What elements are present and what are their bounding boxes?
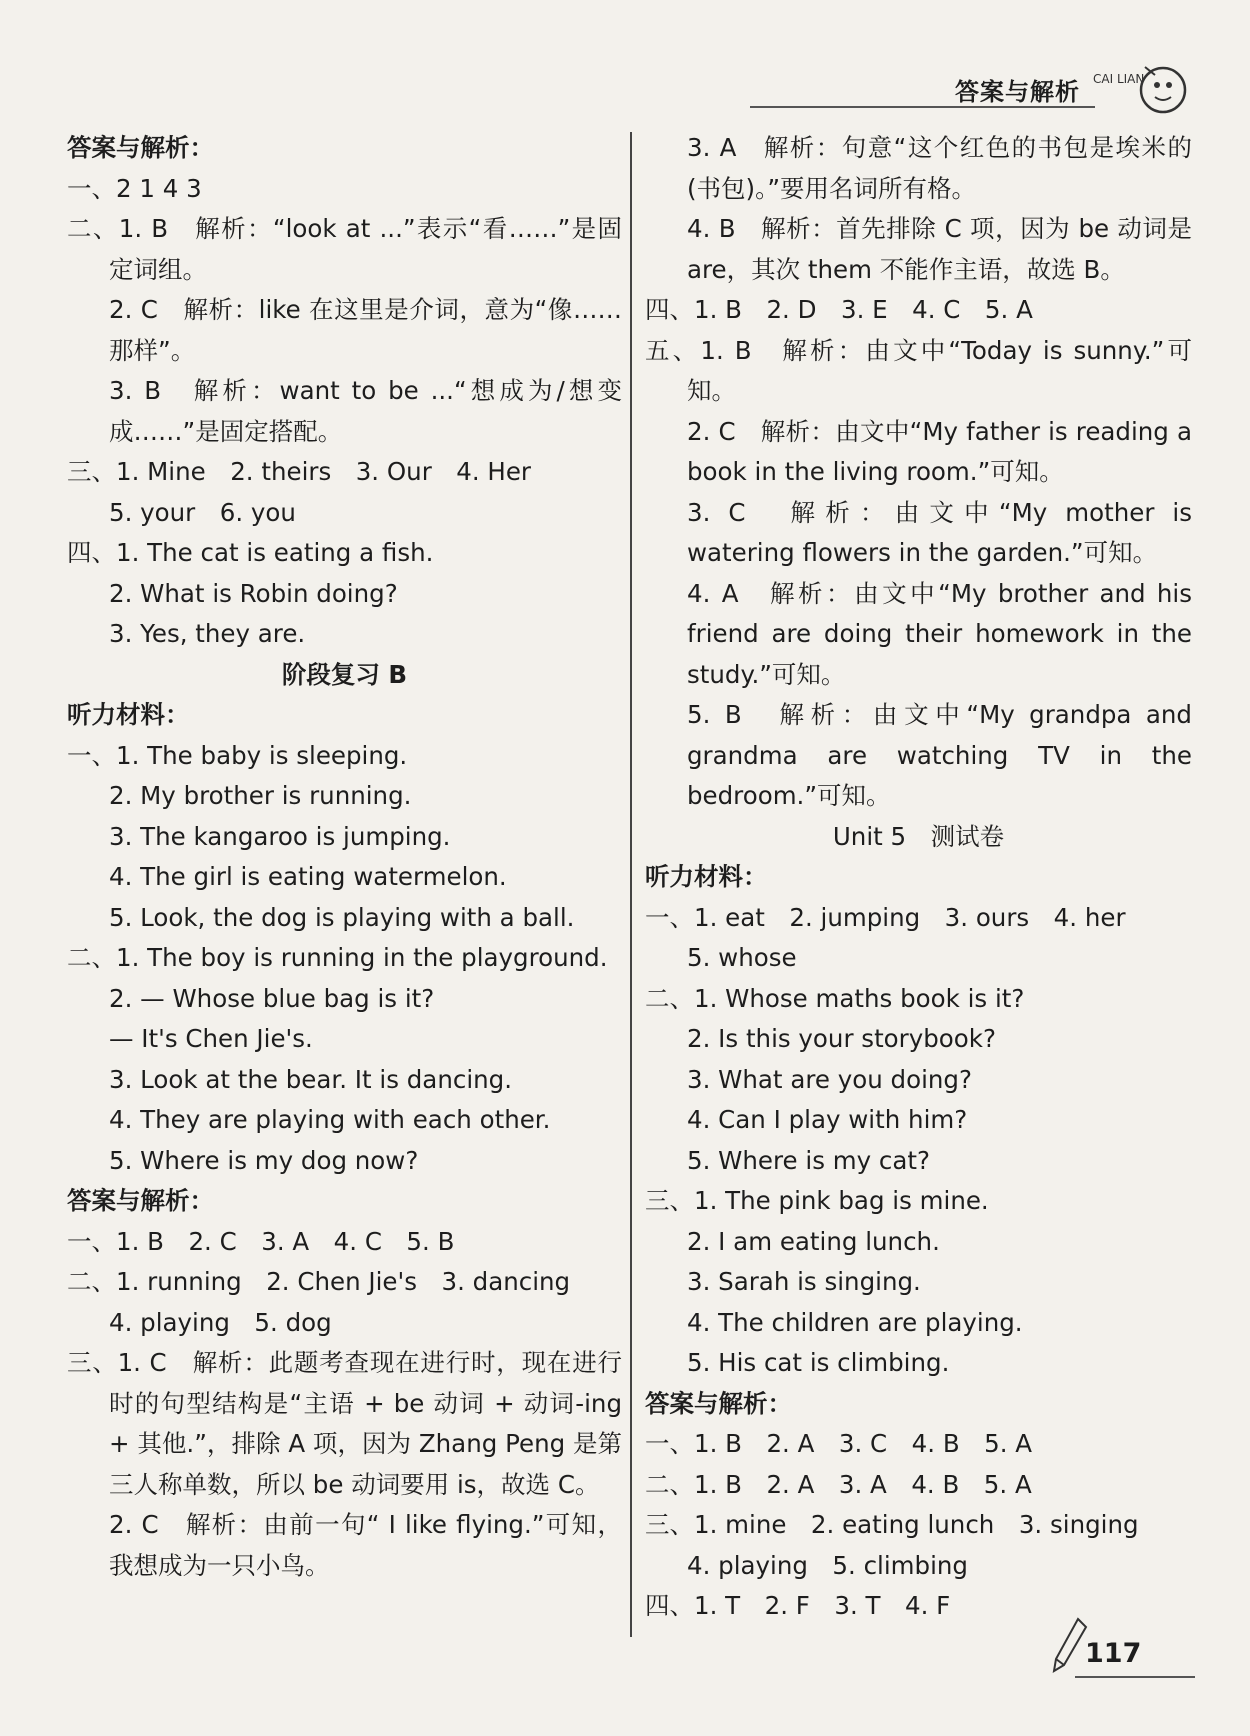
text-line: 三、1. C 解析：此题考查现在进行时，现在进行时的句型结构是“主语 + be 动词 + 动词-ing + 其他.”，排除 A 项，因为 Zhang Peng 是第三人称单数，所以 be 动词要用 is，故选 C。 bbox=[67, 1348, 622, 1499]
text-line: 二、1. The boy is running in the playground. bbox=[67, 943, 608, 972]
text-line: 4. The children are playing. bbox=[687, 1307, 1023, 1337]
text-line: 2. My brother is running. bbox=[109, 781, 412, 810]
text-line: 3. Look at the bear. It is dancing. bbox=[109, 1064, 512, 1094]
text-line: 二、1. B 2. A 3. A 4. B 5. A bbox=[645, 1469, 1032, 1499]
text-line: 二、1. running 2. Chen Jie's 3. dancing bbox=[67, 1267, 571, 1296]
cailian-logo-icon bbox=[1085, 55, 1195, 125]
text-line: 2. Is this your storybook? bbox=[687, 1024, 996, 1053]
text-line: 听力材料： bbox=[645, 862, 768, 891]
text-line: 4. playing 5. dog bbox=[109, 1307, 332, 1337]
text-line: 一、1. B 2. A 3. C 4. B 5. A bbox=[645, 1429, 1033, 1458]
text-line: 3. What are you doing? bbox=[687, 1064, 972, 1094]
text-line: 3. A 解析：句意“这个红色的书包是埃米的(书包)。”要用名词所有格。 bbox=[687, 133, 1192, 203]
text-line: 5. whose bbox=[687, 943, 797, 972]
text-line: 四、1. The cat is eating a fish. bbox=[67, 538, 434, 567]
text-line: 三、1. Mine 2. theirs 3. Our 4. Her bbox=[67, 457, 532, 486]
text-line: 三、1. mine 2. eating lunch 3. singing bbox=[645, 1510, 1139, 1539]
text-line: 5. your 6. you bbox=[109, 497, 296, 527]
text-line: 二、1. Whose maths book is it? bbox=[645, 983, 1025, 1013]
page-header-title: 答案与解析 bbox=[955, 78, 1080, 106]
text-line: 一、1. The baby is sleeping. bbox=[67, 740, 408, 770]
text-line: 5. Where is my dog now? bbox=[109, 1145, 419, 1175]
text-line: 5. His cat is climbing. bbox=[687, 1348, 950, 1377]
text-line: 四、1. B 2. D 3. E 4. C 5. A bbox=[645, 295, 1033, 324]
text-line: 2. — Whose blue bag is it? bbox=[109, 983, 435, 1013]
text-line: 2. I am eating lunch. bbox=[687, 1226, 940, 1256]
text-line: 5. B 解析：由文中“My grandpa and grandma are watching TV in the bedroom.”可知。 bbox=[687, 700, 1192, 810]
right-column bbox=[645, 128, 1192, 1627]
text-line: 2. What is Robin doing? bbox=[109, 578, 398, 608]
text-line: 四、1. T 2. F 3. T 4. F bbox=[645, 1591, 951, 1620]
text-line: 答案与解析： bbox=[67, 1186, 214, 1215]
pencil-icon bbox=[1050, 1615, 1090, 1675]
text-line: 5. Where is my cat? bbox=[687, 1145, 930, 1175]
text-line: 2. C 解析：由文中“My father is reading a book in the living room.”可知。 bbox=[687, 416, 1192, 486]
text-line: 一、2 1 4 3 bbox=[67, 173, 202, 203]
text-line: 答案与解析： bbox=[645, 1388, 792, 1418]
text-line: 4. A 解析：由文中“My brother and his friend are doing their homework in the study.”可知。 bbox=[687, 578, 1192, 689]
text-line: 2. C 解析：like 在这里是介词，意为“像……那样”。 bbox=[109, 295, 622, 365]
text-line: 4. playing 5. climbing bbox=[687, 1550, 968, 1580]
logo-text: CAI LIAN bbox=[1093, 72, 1145, 86]
text-line: 4. The girl is eating watermelon. bbox=[109, 862, 507, 891]
page-number: 117 bbox=[1085, 1638, 1142, 1669]
text-line: 3. Sarah is singing. bbox=[687, 1267, 921, 1296]
text-line: 2. C 解析：由前一句“ I like flying.”可知，我想成为一只小鸟。 bbox=[109, 1510, 622, 1580]
text-line: 3. The kangaroo is jumping. bbox=[109, 821, 451, 851]
text-line: 答案与解析： bbox=[67, 133, 214, 162]
text-line: 五、1. B 解析：由文中“Today is sunny.”可知。 bbox=[645, 335, 1192, 405]
text-line: 4. B 解析：首先排除 C 项，因为 be 动词是 are，其次 them 不能作主语，故选 B。 bbox=[687, 214, 1192, 284]
column-divider bbox=[630, 132, 632, 1637]
text-line: 4. Can I play with him? bbox=[687, 1105, 968, 1134]
header-rule bbox=[750, 106, 1095, 108]
text-line: — It's Chen Jie's. bbox=[109, 1024, 313, 1053]
page-number-rule bbox=[1075, 1676, 1195, 1678]
text-line: 听力材料： bbox=[67, 700, 190, 729]
text-line: 阶段复习 B bbox=[281, 659, 408, 689]
text-line: 3. C 解析：由文中“My mother is watering flowers in the garden.”可知。 bbox=[687, 497, 1192, 567]
left-column bbox=[67, 128, 622, 1586]
text-line: 5. Look, the dog is playing with a ball. bbox=[109, 902, 575, 932]
text-line: 4. They are playing with each other. bbox=[109, 1105, 551, 1134]
text-line: 3. Yes, they are. bbox=[109, 619, 306, 648]
text-line: 三、1. The pink bag is mine. bbox=[645, 1186, 989, 1215]
text-line: 二、1. B 解析：“look at ...”表示“看……”是固定词组。 bbox=[67, 214, 622, 284]
text-line: 一、1. eat 2. jumping 3. ours 4. her bbox=[645, 902, 1126, 932]
text-line: Unit 5 测试卷 bbox=[832, 821, 1005, 851]
text-line: 3. B 解析：want to be ...“想成为/想变成……”是固定搭配。 bbox=[109, 376, 622, 446]
text-line: 一、1. B 2. C 3. A 4. C 5. B bbox=[67, 1226, 455, 1256]
